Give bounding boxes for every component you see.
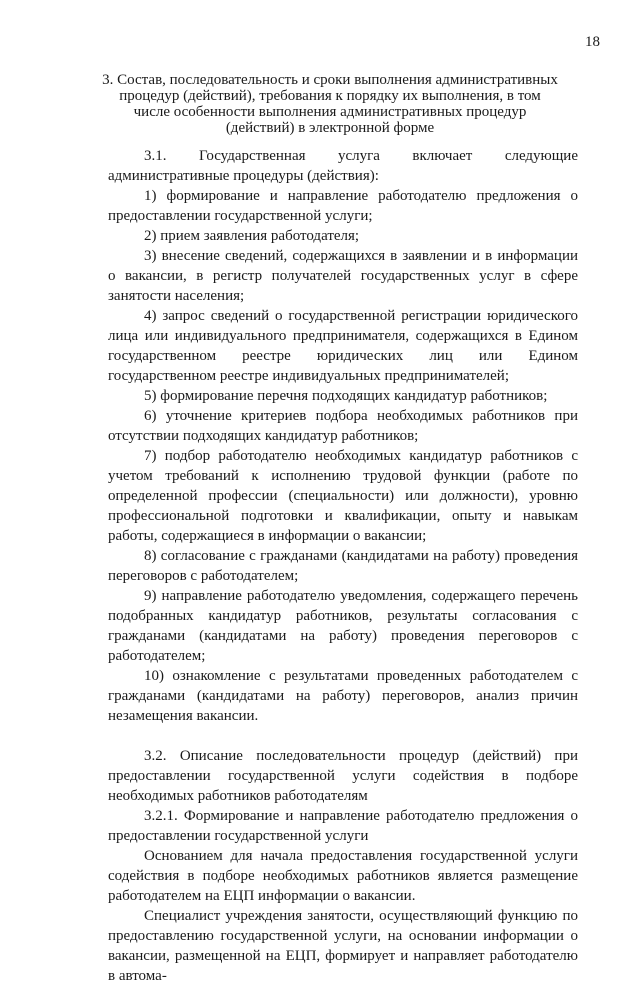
- paragraph-basis: Основанием для начала предоставления государственной услуги содействия в подборе необходимых работников является размещение работодателем на ЕЦП информации о вакансии.: [108, 848, 578, 904]
- document-body: [108, 146, 578, 986]
- list-item-9: 9) направление работодателю уведомления, содержащего перечень подобранных кандидатур работников, результаты согласования с гражданами (кандидатами на работу) проведения переговоров с работодателем;: [108, 588, 578, 664]
- list-item-2: 2) прием заявления работодателя;: [144, 228, 360, 244]
- paragraph-3-2: 3.2. Описание последовательности процедур (действий) при предоставлении государственной услуги содействия в подборе необходимых работников работодателям: [108, 748, 578, 804]
- list-item-7: 7) подбор работодателю необходимых кандидатур работников с учетом требований к исполнению трудовой функции (работе по определенной профессии (специальности) или должности), уровню профессиональной подготовки и квалификации, опыту и навыкам работы, содержащиеся в информации о вакансии;: [108, 448, 578, 544]
- paragraph-3-1: 3.1. Государственная услуга включает следующие административные процедуры (действия):: [108, 148, 578, 184]
- paragraph-specialist: Специалист учреждения занятости, осуществляющий функцию по предоставлению государственной услуги, на основании информации о вакансии, размещенной на ЕЦП, формирует и направляет работодателю в автома-: [108, 908, 578, 984]
- list-item-8: 8) согласование с гражданами (кандидатами на работу) проведения переговоров с работодателем;: [108, 548, 578, 584]
- section-title: 3. Состав, последовательность и сроки выполнения административных процедур (действий), требования к порядку их выполнения, в том числе особенности выполнения административных процедур (действий) в электронной форме: [102, 72, 558, 136]
- list-item-4: 4) запрос сведений о государственной регистрации юридического лица или индивидуального предпринимателя, содержащихся в Едином государственном реестре юридических лиц или Едином государственном реестре индивидуальных предпринимателей;: [108, 308, 578, 384]
- list-item-10: 10) ознакомление с результатами проведенных работодателем с гражданами (кандидатами на работу) переговоров, анализ причин незамещения вакансии.: [108, 668, 578, 724]
- list-item-5: 5) формирование перечня подходящих кандидатур работников;: [144, 388, 548, 404]
- page-number: 18: [585, 34, 600, 50]
- list-item-6: 6) уточнение критериев подбора необходимых работников при отсутствии подходящих кандидатур работников;: [108, 408, 578, 444]
- list-item-3: 3) внесение сведений, содержащихся в заявлении и в информации о вакансии, в регистр получателей государственных услуг в сфере занятости населения;: [108, 248, 578, 304]
- paragraph-3-2-1: 3.2.1. Формирование и направление работодателю предложения о предоставлении государственной услуги: [108, 808, 578, 844]
- list-item-1: 1) формирование и направление работодателю предложения о предоставлении государственной услуги;: [108, 188, 578, 224]
